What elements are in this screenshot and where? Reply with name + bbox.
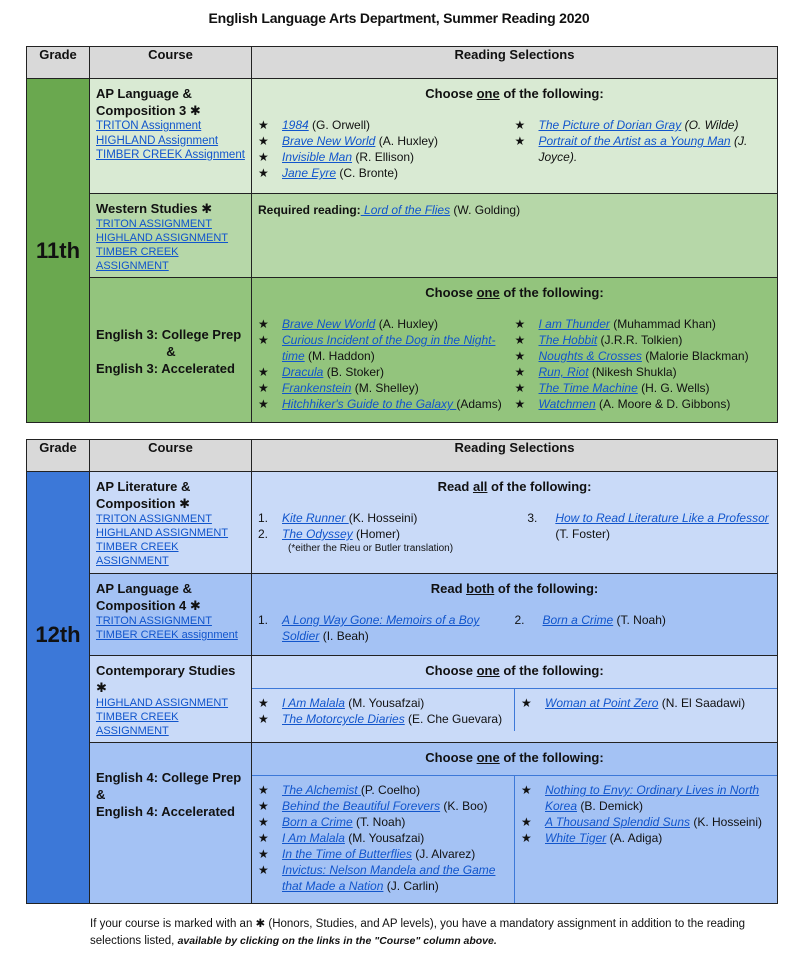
list-item: ★ Curious Incident of the Dog in the Night-time (M. Haddon) (258, 333, 496, 363)
star-icon: ★ (258, 783, 269, 797)
list-item: ★ The Motorcycle Diaries (E. Che Guevara) (258, 712, 503, 726)
list-item: ★ Behind the Beautiful Forevers (K. Boo) (258, 799, 488, 813)
star-icon: ★ (521, 696, 532, 710)
course-name: Western Studies ✱ (96, 201, 213, 216)
book-link[interactable]: I Am Malala (282, 696, 345, 710)
list-item: ★ Run, Riot (Nikesh Shukla) (514, 365, 677, 379)
book-link[interactable]: Brave New World (282, 134, 376, 148)
book-link[interactable]: Portrait of the Artist as a Young Man (538, 134, 731, 148)
list-item: 3. How to Read Literature Like a Professor (T. Foster) (527, 511, 769, 541)
star-icon: ★ (258, 397, 269, 411)
assignment-link[interactable]: HIGHLAND ASSIGNMENT (96, 527, 229, 539)
book-link[interactable]: Frankenstein (282, 381, 352, 395)
assignment-link[interactable]: TRITON ASSIGNMENT (96, 218, 212, 230)
star-icon: ★ (258, 696, 269, 710)
star-icon: ★ (521, 815, 532, 829)
page-title: English Language Arts Department, Summer Reading 2020 (208, 10, 590, 26)
list-item: ★ Portrait of the Artist as a Young Man (J. Joyce). (514, 134, 748, 164)
course-name: Contemporary Studies ✱ (96, 663, 236, 695)
instruction: Choose one of the following: (425, 86, 604, 101)
course-cell (90, 574, 252, 656)
selections-cell (252, 656, 778, 743)
grade-11-table (26, 46, 778, 423)
star-icon: ★ (258, 863, 269, 877)
grade-header: Grade (27, 47, 90, 79)
book-link[interactable]: The Motorcycle Diaries (282, 712, 405, 726)
list-item: ★ Watchmen (A. Moore & D. Gibbons) (514, 397, 731, 411)
star-icon: ★ (258, 381, 269, 395)
list-item: ★ Nothing to Envy: Ordinary Lives in North Korea (B. Demick) (521, 783, 760, 813)
book-link[interactable]: How to Read Literature Like a Professor (555, 511, 769, 525)
course-header: Course (90, 47, 252, 79)
book-link[interactable]: Watchmen (538, 397, 596, 411)
grade-header: Grade (27, 440, 90, 472)
star-icon: ★ (258, 815, 269, 829)
book-link[interactable]: I am Thunder (538, 317, 610, 331)
book-link[interactable]: The Odyssey (282, 527, 353, 541)
book-link[interactable]: The Alchemist (282, 783, 361, 797)
instruction: Read both of the following: (430, 581, 599, 596)
star-icon: ★ (514, 118, 526, 132)
list-item: ★ I Am Malala (M. Yousafzai) (258, 831, 425, 845)
star-icon: ★ (258, 831, 269, 845)
list-item: ★ In the Time of Butterflies (J. Alvarez) (258, 847, 476, 861)
course-name: AP Language & Composition 4 ✱ (96, 581, 201, 613)
asterisk-icon: ✱ (189, 103, 201, 118)
book-link[interactable]: Noughts & Crosses (538, 349, 642, 363)
star-icon: ★ (514, 365, 526, 379)
star-icon: ★ (514, 349, 526, 363)
course-header: Course (90, 440, 252, 472)
footer-note: If your course is marked with an ✱ (Honors, Studies, and AP levels), you have a mandatory assignment in addition to the reading selections listed, available by clicking on the links in the "Course" column above. (90, 918, 746, 947)
grade-12-table (26, 439, 778, 904)
book-link[interactable]: Behind the Beautiful Forevers (282, 799, 441, 813)
assignment-link[interactable]: TRITON ASSIGNMENT (96, 615, 212, 627)
book-link[interactable]: White Tiger (545, 831, 607, 845)
assignment-link[interactable]: TRITON ASSIGNMENT (96, 513, 212, 525)
list-item: ★ Woman at Point Zero (N. El Saadawi) (521, 696, 746, 710)
book-link[interactable]: Nothing to Envy: Ordinary Lives in North Korea (545, 783, 760, 813)
book-link[interactable]: The Picture of Dorian Gray (538, 118, 682, 132)
course-name: English 4: College Prep & (96, 770, 242, 802)
star-icon: ★ (514, 317, 526, 331)
list-item: ★ The Hobbit (J.R.R. Tolkien) (514, 333, 683, 347)
instruction: Read all of the following: (437, 479, 592, 494)
star-icon: ★ (258, 118, 269, 132)
assignment-link[interactable]: HIGHLAND ASSIGNMENT (96, 697, 229, 709)
list-item: ★ Invisible Man (R. Ellison) (258, 150, 415, 164)
course-cell (90, 743, 252, 904)
course-name: English 4: Accelerated (96, 804, 235, 819)
star-icon: ★ (258, 134, 269, 148)
book-link[interactable]: Dracula (282, 365, 324, 379)
book-link[interactable]: Born a Crime (542, 613, 614, 627)
list-item: ★ A Thousand Splendid Suns (K. Hosseini) (521, 815, 763, 829)
selections-cell (252, 278, 778, 423)
star-icon: ★ (514, 397, 526, 411)
star-icon: ★ (521, 831, 532, 845)
course-cell (90, 79, 252, 194)
book-link[interactable]: Brave New World (282, 317, 376, 331)
star-icon: ★ (521, 783, 532, 797)
selections-cell (252, 743, 778, 904)
assignment-link[interactable]: TIMBER CREEK ASSIGNMENT (96, 541, 179, 567)
course-name: AP Literature & Composition ✱ (96, 479, 191, 511)
book-link[interactable]: A Long Way Gone: Memoirs of a Boy Soldier (282, 613, 480, 643)
selections-cell (252, 574, 778, 656)
star-icon: ★ (258, 166, 269, 180)
selections-cell (252, 472, 778, 574)
star-icon: ★ (258, 799, 269, 813)
course-cell (90, 194, 252, 278)
star-icon: ★ (258, 317, 269, 331)
book-link[interactable]: The Time Machine (538, 381, 638, 395)
selections-header: Reading Selections (252, 440, 778, 472)
list-item: ★ The Alchemist (P. Coelho) (258, 783, 421, 797)
book-link[interactable]: The Hobbit (538, 333, 598, 347)
grade-label: 11th (27, 79, 90, 423)
course-name-amp: & (166, 343, 176, 359)
assignment-link[interactable]: TIMBER CREEK assignment (96, 629, 238, 641)
book-link[interactable]: Woman at Point Zero (545, 696, 659, 710)
asterisk-icon: ✱ (179, 496, 190, 511)
star-icon: ★ (258, 333, 269, 347)
assignment-link[interactable]: TIMBER CREEK ASSIGNMENT (96, 246, 179, 272)
star-icon: ★ (258, 150, 269, 164)
list-item: ★ Brave New World (A. Huxley) (258, 134, 439, 148)
assignment-link[interactable]: HIGHLAND ASSIGNMENT (96, 232, 229, 244)
star-icon: ★ (258, 847, 269, 861)
list-item: ★ Dracula (B. Stoker) (258, 365, 385, 379)
star-icon: ★ (258, 712, 269, 726)
assignment-link[interactable]: TIMBER CREEK Assignment (96, 149, 245, 161)
book-link[interactable]: Run, Riot (538, 365, 589, 379)
book-link[interactable]: Invisible Man (282, 150, 353, 164)
star-icon: ★ (514, 381, 526, 395)
course-name: AP Language & Composition 3 ✱ (96, 86, 201, 118)
asterisk-icon: ✱ (96, 680, 107, 695)
instruction: Choose one of the following: (425, 663, 604, 678)
list-item: ★ Brave New World (A. Huxley) (258, 317, 439, 331)
assignment-link[interactable]: TRITON Assignment (96, 120, 202, 132)
book-link[interactable]: Lord of the Flies (360, 203, 451, 217)
asterisk-icon: ✱ (201, 201, 213, 216)
assignment-link[interactable]: HIGHLAND Assignment (96, 134, 219, 147)
selections-header: Reading Selections (252, 47, 778, 79)
list-item: 1. Kite Runner (K. Hosseini) (258, 511, 418, 525)
course-cell (90, 656, 252, 743)
list-item: ★ Noughts & Crosses (Malorie Blackman) (514, 349, 749, 363)
book-link[interactable]: Hitchhiker's Guide to the Galaxy (282, 397, 457, 411)
book-link[interactable]: In the Time of Butterflies (282, 847, 412, 861)
book-link[interactable]: Kite Runner (282, 511, 349, 525)
asterisk-icon: ✱ (189, 598, 201, 613)
instruction: Choose one of the following: (425, 285, 604, 300)
course-name: English 3: Accelerated (96, 360, 235, 376)
list-item: ★ Jane Eyre (C. Bronte) (258, 166, 399, 180)
star-icon: ★ (514, 134, 526, 148)
required-reading: Required reading: Lord of the Flies (W. Golding) (258, 203, 521, 217)
instruction: Choose one of the following: (425, 750, 604, 765)
selections-cell (252, 79, 778, 194)
selections-cell (252, 194, 778, 278)
list-item: ★ 1984 (G. Orwell) (258, 118, 371, 132)
assignment-link[interactable]: TIMBER CREEK ASSIGNMENT (96, 711, 179, 737)
book-link[interactable]: I Am Malala (282, 831, 345, 845)
list-item: 2. Born a Crime (T. Noah) (514, 613, 666, 627)
course-cell (90, 472, 252, 574)
list-item: ★ Invictus: Nelson Mandela and the Game that Made a Nation (J. Carlin) (258, 863, 496, 893)
book-link[interactable]: 1984 (282, 118, 309, 132)
list-item: ★ Born a Crime (T. Noah) (258, 815, 406, 829)
book-link[interactable]: Born a Crime (282, 815, 353, 829)
list-item: ★ The Time Machine (H. G. Wells) (514, 381, 710, 395)
star-icon: ★ (258, 365, 269, 379)
list-item: ★ The Picture of Dorian Gray (O. Wilde) (514, 118, 739, 132)
list-item: ★ Frankenstein (M. Shelley) (258, 381, 419, 395)
book-link[interactable]: Invictus: Nelson Mandela and the Game that Made a Nation (282, 863, 496, 893)
list-item: 1. A Long Way Gone: Memoirs of a Boy Soldier (I. Beah) (258, 613, 480, 643)
list-item: ★ I am Thunder (Muhammad Khan) (514, 317, 716, 331)
book-link[interactable]: Curious Incident of the Dog in the Night-time (282, 333, 496, 363)
list-item: ★ Hitchhiker's Guide to the Galaxy (Adams) (258, 397, 502, 411)
list-item: ★ I Am Malala (M. Yousafzai) (258, 696, 425, 710)
course-cell (90, 278, 252, 423)
course-name: English 3: College Prep (96, 326, 242, 342)
star-icon: ★ (514, 333, 526, 347)
book-link[interactable]: Jane Eyre (282, 166, 337, 180)
translation-note: (*either the Rieu or Butler translation) (288, 543, 454, 554)
grade-label: 12th (27, 472, 90, 904)
list-item: ★ White Tiger (A. Adiga) (521, 831, 663, 845)
list-item: 2. The Odyssey (Homer) (258, 527, 401, 541)
book-link[interactable]: A Thousand Splendid Suns (545, 815, 690, 829)
